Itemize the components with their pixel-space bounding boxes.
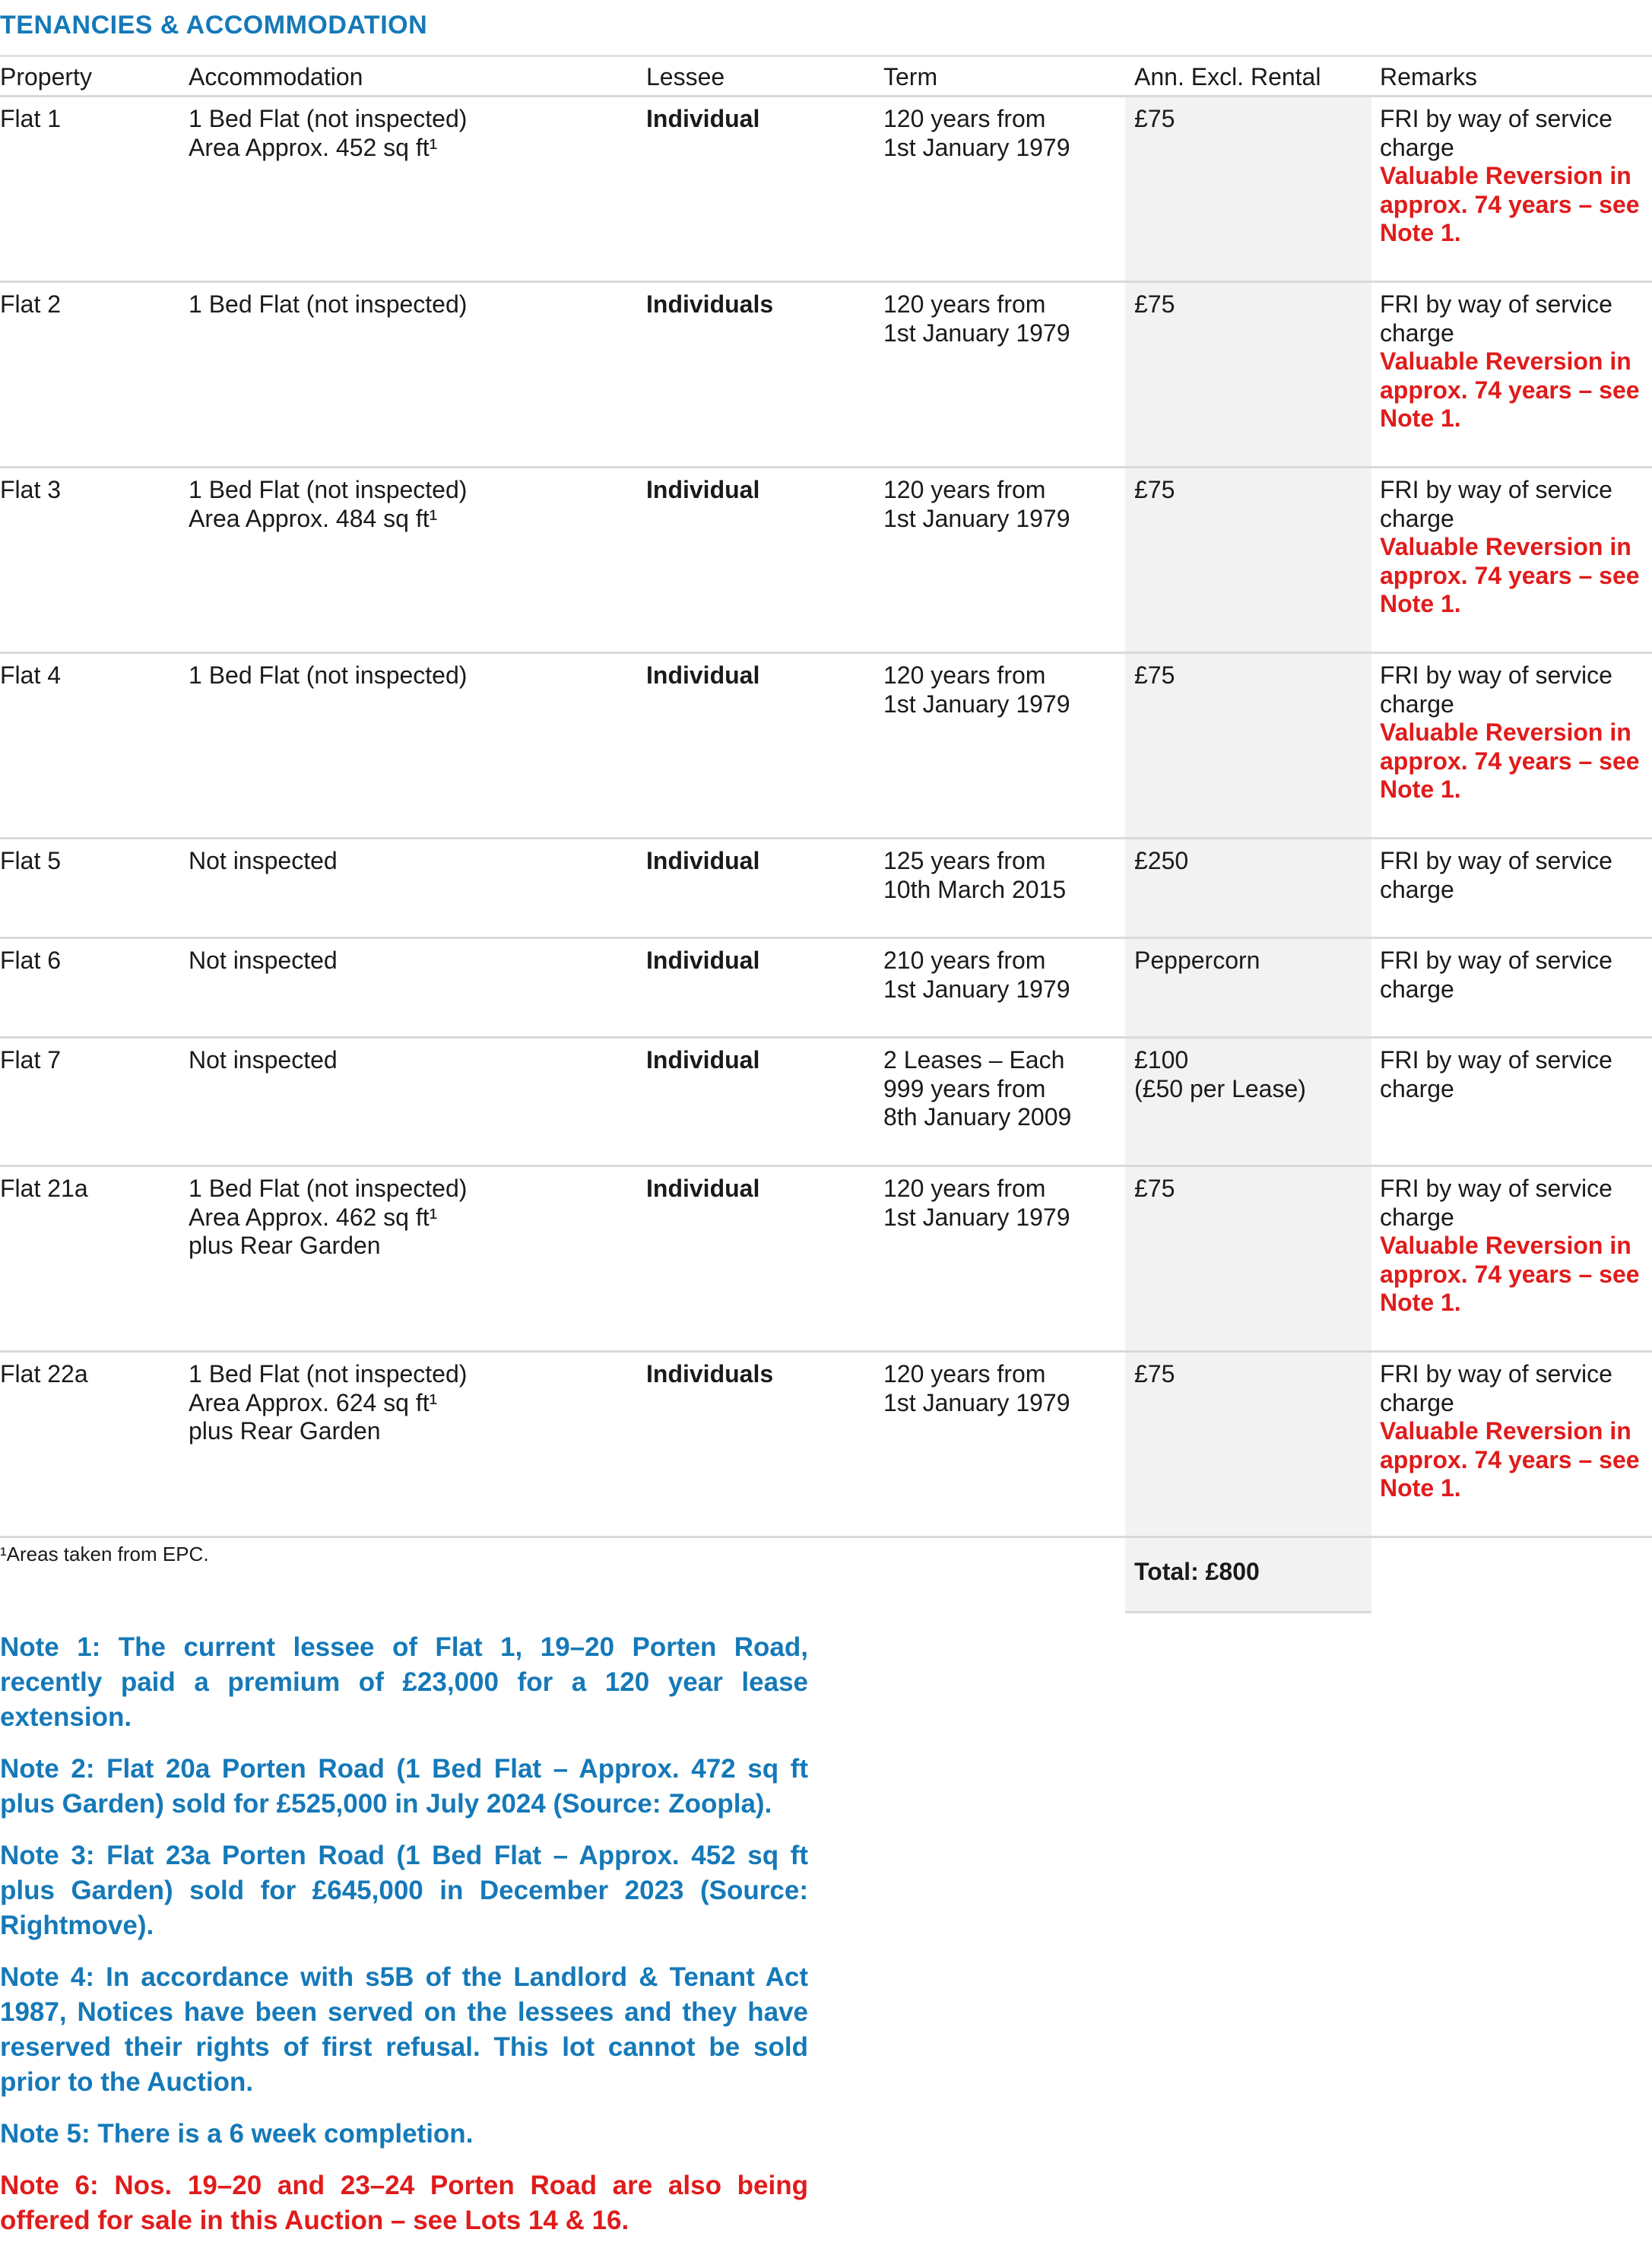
cell-remarks [1380, 1175, 1640, 1318]
cell-remarks-line: charge [1380, 504, 1454, 532]
cell-lessee: Individual [646, 947, 760, 974]
cell-rental [1134, 947, 1260, 975]
cell-accommodation-line: 1 Bed Flat (not inspected) [189, 476, 468, 503]
cell-remarks [1380, 1360, 1640, 1503]
reversion-note-line: Valuable Reversion in [1380, 533, 1631, 560]
reversion-note-line: Note 1. [1380, 590, 1461, 617]
cell-rental [1134, 105, 1175, 134]
table-row [0, 1039, 1652, 1167]
cell-property: Flat 2 [0, 290, 62, 318]
cell-lessee: Individual [646, 847, 760, 874]
cell-remarks-line: FRI by way of service [1380, 476, 1612, 503]
cell-term-line: 8th January 2009 [883, 1103, 1072, 1131]
cell-term [883, 1175, 1070, 1232]
cell-accommodation-line: 1 Bed Flat (not inspected) [189, 661, 468, 689]
cell-term-line: 120 years from [883, 290, 1046, 318]
table-row [0, 939, 1652, 1039]
cell-lessee: Individual [646, 105, 760, 132]
cell-remarks-line: FRI by way of service [1380, 1175, 1612, 1202]
header-rental: Ann. Excl. Rental [1134, 63, 1321, 90]
cell-lessee: Individuals [646, 290, 774, 318]
reversion-note-line: approx. 74 years – see [1380, 747, 1640, 775]
cell-property: Flat 7 [0, 1046, 62, 1074]
cell-remarks-line: charge [1380, 1074, 1454, 1102]
cell-lessee: Individuals [646, 1360, 774, 1388]
cell-remarks-line: charge [1380, 1388, 1454, 1416]
cell-remarks [1380, 105, 1640, 248]
cell-term-line: 120 years from [883, 1360, 1046, 1388]
note-2: Note 2: Flat 20a Porten Road (1 Bed Flat – Approx. 472 sq ft plus Garden) sold for £525,000 in July 2024 (Source: Zoopla). [0, 1754, 808, 1819]
cell-rental-line: Peppercorn [1134, 947, 1260, 974]
cell-remarks [1380, 661, 1640, 804]
cell-accommodation [189, 947, 338, 975]
note-1: Note 1: The current lessee of Flat 1, 19–20 Porten Road, recently paid a premium of £23,000 for a 120 year lease extension. [0, 1632, 808, 1732]
cell-remarks [1380, 947, 1612, 1004]
table-row [0, 839, 1652, 939]
cell-term [883, 476, 1070, 533]
header-term: Term [883, 63, 938, 90]
cell-rental [1134, 1046, 1306, 1103]
reversion-note-line: Valuable Reversion in [1380, 1417, 1631, 1445]
cell-accommodation [189, 847, 338, 876]
table-row [0, 97, 1652, 283]
reversion-note-line: Note 1. [1380, 219, 1461, 246]
cell-rental [1134, 1360, 1175, 1389]
cell-term-line: 999 years from [883, 1074, 1046, 1102]
cell-remarks-line: FRI by way of service [1380, 847, 1612, 874]
reversion-note-line: approx. 74 years – see [1380, 190, 1640, 218]
reversion-note-line: Note 1. [1380, 1289, 1461, 1316]
header-lessee: Lessee [646, 63, 725, 90]
cell-term [883, 847, 1066, 904]
cell-remarks-line: charge [1380, 690, 1454, 718]
cell-rental-line: £75 [1134, 290, 1175, 318]
cell-remarks [1380, 476, 1640, 619]
cell-property: Flat 6 [0, 947, 62, 974]
cell-rental-line: £250 [1134, 847, 1189, 874]
cell-accommodation-line: 1 Bed Flat (not inspected) [189, 290, 468, 318]
cell-accommodation-line: 1 Bed Flat (not inspected) [189, 1175, 468, 1202]
cell-accommodation-line: Not inspected [189, 947, 338, 974]
table-row [0, 468, 1652, 654]
cell-accommodation-line: plus Rear Garden [189, 1232, 381, 1259]
cell-rental-line: £75 [1134, 661, 1175, 689]
cell-lessee: Individual [646, 1175, 760, 1202]
cell-accommodation-line: Not inspected [189, 1046, 338, 1074]
cell-term-line: 1st January 1979 [883, 319, 1070, 347]
reversion-note-line: approx. 74 years – see [1380, 376, 1640, 404]
reversion-note-line: Note 1. [1380, 404, 1461, 432]
cell-accommodation [189, 1046, 338, 1075]
cell-property: Flat 21a [0, 1175, 88, 1202]
table-header [0, 55, 1652, 97]
cell-rental-line: £100 [1134, 1046, 1189, 1074]
reversion-note-line: approx. 74 years – see [1380, 561, 1640, 589]
note-3: Note 3: Flat 23a Porten Road (1 Bed Flat – Approx. 452 sq ft plus Garden) sold for £645,000 in December 2023 (Source: Rightmove). [0, 1841, 808, 1940]
reversion-note-line: Valuable Reversion in [1380, 1232, 1631, 1259]
total-rental: Total: £800 [1134, 1558, 1260, 1585]
note-4: Note 4: In accordance with s5B of the Landlord & Tenant Act 1987, Notices have been served on the lessees and they have reserved their rights of first refusal. This lot cannot be sold prior to the Auction. [0, 1962, 808, 2097]
cell-remarks [1380, 847, 1612, 904]
cell-remarks-line: FRI by way of service [1380, 290, 1612, 318]
cell-term-line: 1st January 1979 [883, 504, 1070, 532]
reversion-note-line: Note 1. [1380, 1474, 1461, 1502]
cell-rental-line: (£50 per Lease) [1134, 1074, 1306, 1102]
cell-term-line: 1st January 1979 [883, 133, 1070, 161]
cell-property: Flat 1 [0, 105, 62, 132]
cell-remarks-line: charge [1380, 1203, 1454, 1231]
cell-accommodation [189, 290, 467, 319]
cell-remarks [1380, 290, 1640, 433]
cell-term-line: 120 years from [883, 661, 1046, 689]
cell-term-line: 1st January 1979 [883, 1203, 1070, 1231]
table-row [0, 1353, 1652, 1538]
cell-remarks-line: charge [1380, 975, 1454, 1003]
note-5: Note 5: There is a 6 week completion. [0, 2119, 474, 2149]
cell-term [883, 947, 1070, 1004]
cell-remarks-line: charge [1380, 133, 1454, 161]
reversion-note-line: approx. 74 years – see [1380, 1445, 1640, 1473]
cell-rental [1134, 847, 1188, 876]
cell-term [883, 105, 1070, 162]
cell-rental-line: £75 [1134, 1175, 1175, 1202]
cell-term [883, 1360, 1070, 1417]
cell-accommodation-line: 1 Bed Flat (not inspected) [189, 105, 468, 132]
note-6: Note 6: Nos. 19–20 and 23–24 Porten Road are also being offered for sale in this Auction – see Lots 14 & 16. [0, 2171, 808, 2235]
cell-term-line: 2 Leases – Each [883, 1046, 1065, 1074]
cell-term-line: 210 years from [883, 947, 1046, 974]
cell-rental-line: £75 [1134, 476, 1175, 503]
cell-accommodation-line: Area Approx. 624 sq ft¹ [189, 1388, 438, 1416]
cell-lessee: Individual [646, 476, 760, 503]
cell-rental-line: £75 [1134, 105, 1175, 132]
cell-rental-line: £75 [1134, 1360, 1175, 1388]
header-property: Property [0, 63, 92, 90]
cell-accommodation-line: Area Approx. 462 sq ft¹ [189, 1203, 438, 1231]
cell-property: Flat 5 [0, 847, 62, 874]
cell-accommodation [189, 1175, 467, 1261]
reversion-note-line: approx. 74 years – see [1380, 1260, 1640, 1288]
cell-term [883, 1046, 1071, 1132]
cell-term-line: 1st January 1979 [883, 975, 1070, 1003]
table-row [0, 283, 1652, 468]
cell-remarks-line: FRI by way of service [1380, 1360, 1612, 1388]
cell-remarks-line: FRI by way of service [1380, 947, 1612, 974]
section-title: TENANCIES & ACCOMMODATION [0, 11, 428, 40]
cell-accommodation-line: plus Rear Garden [189, 1417, 381, 1445]
cell-accommodation [189, 1360, 467, 1446]
cell-term-line: 125 years from [883, 847, 1046, 874]
cell-property: Flat 4 [0, 661, 62, 689]
cell-remarks-line: charge [1380, 875, 1454, 903]
cell-accommodation [189, 476, 467, 533]
cell-term-line: 120 years from [883, 105, 1046, 132]
cell-remarks-line: FRI by way of service [1380, 105, 1612, 132]
cell-accommodation-line: Area Approx. 452 sq ft¹ [189, 133, 438, 161]
cell-term-line: 120 years from [883, 476, 1046, 503]
cell-remarks [1380, 1046, 1612, 1103]
reversion-note-line: Note 1. [1380, 775, 1461, 803]
cell-accommodation-line: Area Approx. 484 sq ft¹ [189, 504, 438, 532]
notes-section [0, 1630, 808, 2255]
cell-property: Flat 22a [0, 1360, 88, 1388]
cell-accommodation [189, 105, 467, 162]
cell-term-line: 10th March 2015 [883, 875, 1067, 903]
cell-property: Flat 3 [0, 476, 62, 503]
area-footnote: ¹Areas taken from EPC. [0, 1543, 209, 1565]
cell-term-line: 120 years from [883, 1175, 1046, 1202]
cell-term-line: 1st January 1979 [883, 690, 1070, 718]
header-accommodation: Accommodation [189, 63, 363, 90]
cell-lessee: Individual [646, 661, 760, 689]
header-remarks: Remarks [1380, 63, 1478, 90]
cell-rental [1134, 1175, 1175, 1204]
cell-remarks-line: FRI by way of service [1380, 1046, 1612, 1074]
cell-accommodation-line: 1 Bed Flat (not inspected) [189, 1360, 468, 1388]
table-row [0, 654, 1652, 839]
cell-remarks-line: FRI by way of service [1380, 661, 1612, 689]
cell-rental [1134, 476, 1175, 505]
table-row [0, 1167, 1652, 1353]
cell-accommodation [189, 661, 467, 690]
cell-term-line: 1st January 1979 [883, 1388, 1070, 1416]
cell-rental [1134, 661, 1175, 690]
cell-rental [1134, 290, 1175, 319]
reversion-note-line: Valuable Reversion in [1380, 347, 1631, 375]
cell-term [883, 661, 1070, 718]
cell-accommodation-line: Not inspected [189, 847, 338, 874]
cell-remarks-line: charge [1380, 319, 1454, 347]
cell-term [883, 290, 1070, 347]
reversion-note-line: Valuable Reversion in [1380, 718, 1631, 746]
cell-lessee: Individual [646, 1046, 760, 1074]
reversion-note-line: Valuable Reversion in [1380, 162, 1631, 189]
